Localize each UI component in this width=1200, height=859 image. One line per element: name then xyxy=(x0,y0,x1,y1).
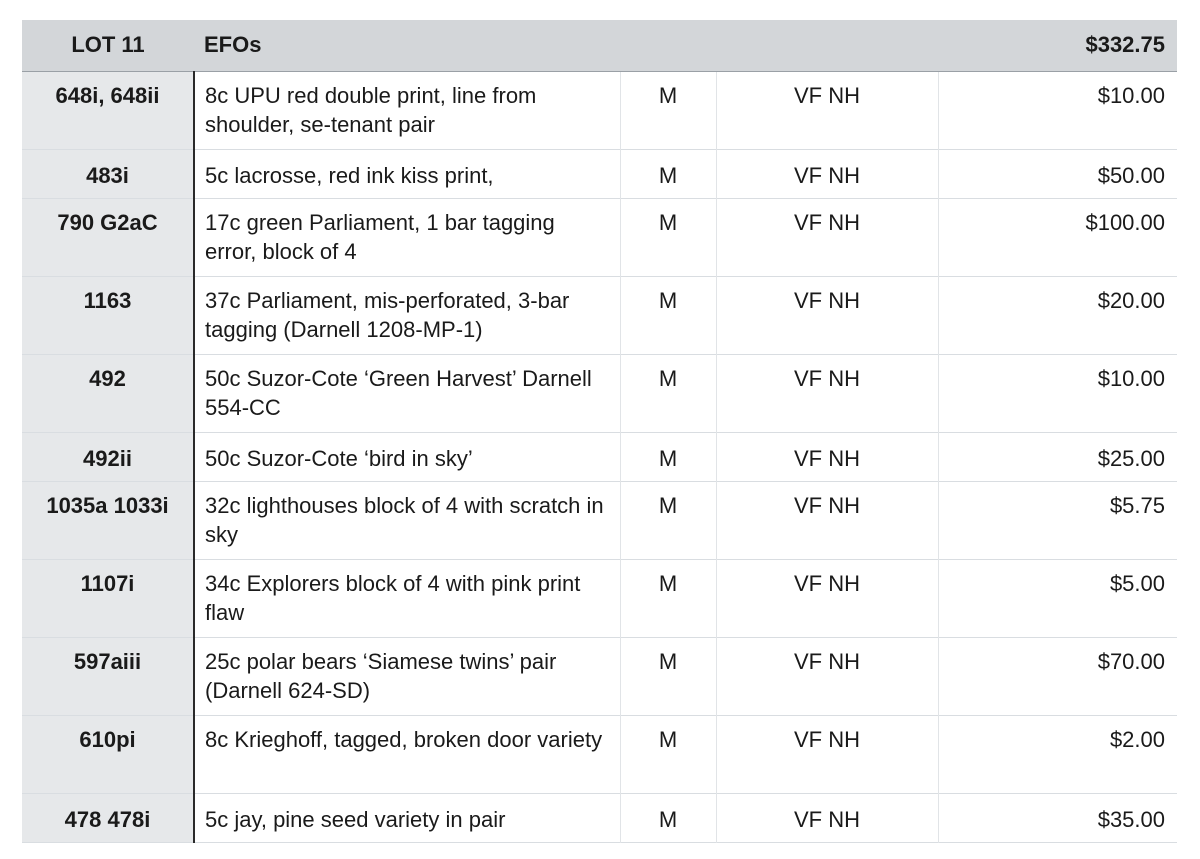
item-price: $10.00 xyxy=(1097,365,1165,391)
item-condition: M xyxy=(620,198,716,276)
item-grade: VF NH xyxy=(716,715,938,793)
lot-total-value: $332.75 xyxy=(938,20,1177,71)
item-condition: M xyxy=(620,276,716,354)
item-condition: M xyxy=(620,149,716,198)
catalog-number: 492 xyxy=(22,354,194,432)
item-description: 8c UPU red double print, line from shoulder, se-tenant pair xyxy=(194,71,620,149)
item-price: $100.00 xyxy=(1085,209,1165,235)
lot-number-heading: LOT 11 xyxy=(22,20,194,71)
item-condition: M xyxy=(620,432,716,481)
item-description: 37c Parliament, mis-perforated, 3-bar tagging (Darnell 1208-MP-1) xyxy=(194,276,620,354)
catalog-number: 478 478i xyxy=(22,793,194,842)
item-description: 17c green Parliament, 1 bar tagging error, block of 4 xyxy=(194,198,620,276)
item-grade: VF NH xyxy=(716,559,938,637)
catalog-number: 492ii xyxy=(22,432,194,481)
catalog-number: 1107i xyxy=(22,559,194,637)
item-condition: M xyxy=(620,637,716,715)
item-price: $35.00 xyxy=(1097,806,1165,832)
item-grade: VF NH xyxy=(716,71,938,149)
item-price: $20.00 xyxy=(1097,287,1165,313)
lot-table xyxy=(22,20,1177,843)
table-row xyxy=(22,354,1177,432)
lot-table-sheet xyxy=(22,20,1177,838)
catalog-number: 648i, 648ii xyxy=(22,71,194,149)
item-condition: M xyxy=(620,793,716,842)
item-grade: VF NH xyxy=(716,481,938,559)
item-condition: M xyxy=(620,715,716,793)
catalog-number: 1035a 1033i xyxy=(22,481,194,559)
table-row xyxy=(22,71,1177,149)
table-row xyxy=(22,276,1177,354)
item-grade: VF NH xyxy=(716,432,938,481)
table-row xyxy=(22,559,1177,637)
table-row xyxy=(22,149,1177,198)
item-grade: VF NH xyxy=(716,198,938,276)
table-row xyxy=(22,481,1177,559)
catalog-number: 610pi xyxy=(22,715,194,793)
item-condition: M xyxy=(620,559,716,637)
table-row xyxy=(22,793,1177,842)
item-grade: VF NH xyxy=(716,637,938,715)
item-price: $5.75 xyxy=(1109,492,1165,518)
catalog-number: 597aiii xyxy=(22,637,194,715)
table-row xyxy=(22,637,1177,715)
item-price: $2.00 xyxy=(1109,726,1165,752)
item-grade: VF NH xyxy=(716,793,938,842)
item-grade: VF NH xyxy=(716,149,938,198)
table-row xyxy=(22,432,1177,481)
item-description: 50c Suzor-Cote ‘Green Harvest’ Darnell 554-CC xyxy=(194,354,620,432)
item-condition: M xyxy=(620,481,716,559)
item-grade: VF NH xyxy=(716,276,938,354)
catalog-number: 483i xyxy=(22,149,194,198)
item-price: $5.00 xyxy=(1109,570,1165,596)
header-blank-condition xyxy=(620,20,716,71)
table-row xyxy=(22,715,1177,793)
item-price: $70.00 xyxy=(1097,648,1165,674)
item-description: 34c Explorers block of 4 with pink print flaw xyxy=(194,559,620,637)
item-description: 25c polar bears ‘Siamese twins’ pair (Darnell 624-SD) xyxy=(194,637,620,715)
header-blank-grade xyxy=(716,20,938,71)
category-heading: EFOs xyxy=(194,20,620,71)
item-description: 5c lacrosse, red ink kiss print, xyxy=(194,149,620,198)
table-row xyxy=(22,198,1177,276)
item-condition: M xyxy=(620,354,716,432)
item-description: 32c lighthouses block of 4 with scratch in sky xyxy=(194,481,620,559)
item-grade: VF NH xyxy=(716,354,938,432)
item-description: 50c Suzor-Cote ‘bird in sky’ xyxy=(194,432,620,481)
catalog-number: 790 G2aC xyxy=(22,198,194,276)
catalog-number: 1163 xyxy=(22,276,194,354)
item-price: $25.00 xyxy=(1097,445,1165,471)
item-price: $50.00 xyxy=(1097,162,1165,188)
table-header-row xyxy=(22,20,1177,71)
item-description: 8c Krieghoff, tagged, broken door variety xyxy=(194,715,620,793)
item-condition: M xyxy=(620,71,716,149)
item-description: 5c jay, pine seed variety in pair xyxy=(194,793,620,842)
item-price: $10.00 xyxy=(1097,82,1165,108)
